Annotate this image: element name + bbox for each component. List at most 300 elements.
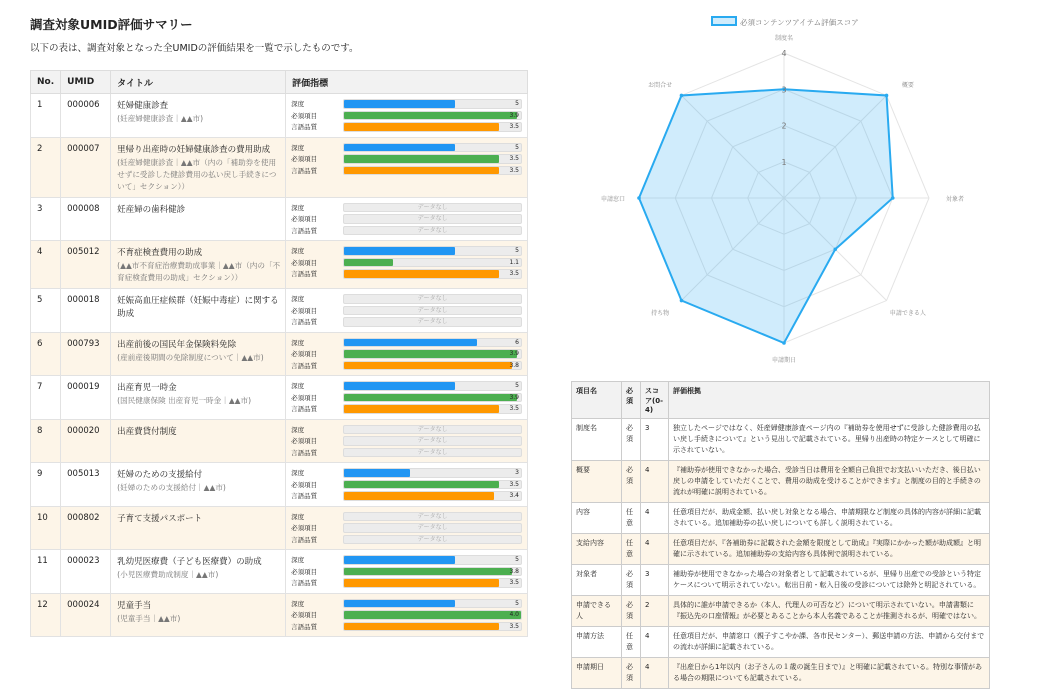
row-title-cell <box>111 376 286 420</box>
metric-bar <box>343 154 522 164</box>
metric-bar <box>343 436 522 446</box>
metric-required <box>291 257 522 269</box>
row-no: 10 <box>31 506 61 550</box>
row-title: 妊産婦の歯科健診 <box>117 204 186 215</box>
row-title: 出産費貸付制度 <box>117 426 177 437</box>
row-title: 子育て支援パスポート <box>117 513 203 524</box>
metric-label: 言語品質 <box>291 405 318 414</box>
metric-label: 深度 <box>291 295 305 304</box>
data-point <box>885 94 889 98</box>
col-no: No. <box>31 71 61 94</box>
metric-bar <box>343 166 522 176</box>
crit-col-name: 項目名 <box>572 382 622 419</box>
metric-label: 深度 <box>291 469 305 478</box>
metric-bar-fill <box>344 492 494 500</box>
metric-depth <box>291 554 522 566</box>
row-subtitle: (妊産婦健康診査｜▲▲市) <box>117 114 204 123</box>
row-umid: 000793 <box>61 332 111 376</box>
metric-label: 深度 <box>291 203 305 212</box>
metric-depth <box>291 337 522 349</box>
axis-label: お問合せ <box>648 82 673 90</box>
crit-required: 必須 <box>622 565 641 596</box>
metric-bar-fill <box>344 382 455 390</box>
row-title-cell <box>111 593 286 637</box>
metric-label: 深度 <box>291 556 305 565</box>
table-row <box>31 506 528 550</box>
row-title-cell <box>111 289 286 333</box>
col-umid: UMID <box>61 71 111 94</box>
row-umid: 000018 <box>61 289 111 333</box>
crit-reason: 『出産日から1年以内（お子さんの１歳の誕生日まで）』と明確に記載されている。特別な事情がある場合の期限についても記載されている。 <box>669 658 990 689</box>
metric-value: 3.9 <box>509 111 519 119</box>
metric-label: 言語品質 <box>291 123 318 132</box>
metric-required <box>291 305 522 317</box>
metric-bar-fill <box>344 155 499 163</box>
row-subtitle: (児童手当｜▲▲市) <box>117 613 181 623</box>
metric-bar <box>343 143 522 153</box>
tick-label: 2 <box>781 121 787 131</box>
metric-value: 3.5 <box>509 622 519 630</box>
axis-label: 対象者 <box>945 196 965 203</box>
metric-depth <box>291 424 522 436</box>
table-row <box>31 593 528 637</box>
metric-bar <box>343 349 522 359</box>
metric-language <box>291 577 522 589</box>
metric-label: 言語品質 <box>291 448 318 457</box>
criteria-row <box>572 503 990 534</box>
metric-value: 3.8 <box>509 567 519 575</box>
metric-value: 3.5 <box>509 155 519 162</box>
crit-name: 概要 <box>572 461 622 503</box>
metric-required <box>291 435 522 447</box>
tick-label: 1 <box>781 157 787 167</box>
metric-value: 3.5 <box>509 270 519 277</box>
table-row <box>31 197 528 241</box>
row-metrics <box>286 419 528 463</box>
axis-label: 申請期日 <box>771 357 797 364</box>
crit-required: 任意 <box>622 534 641 565</box>
row-title: 出産育児一時金 <box>117 383 177 393</box>
metric-bar-fill <box>344 144 455 152</box>
crit-name: 制度名 <box>572 419 622 461</box>
row-no: 6 <box>31 332 61 376</box>
criteria-row <box>572 627 990 658</box>
metric-required <box>291 213 522 225</box>
metric-label: 言語品質 <box>291 622 318 631</box>
row-metrics <box>286 506 528 550</box>
no-data-label: データなし <box>417 535 448 543</box>
metric-bar <box>343 99 522 109</box>
row-metrics <box>286 137 528 197</box>
no-data-label: データなし <box>417 226 448 234</box>
metric-label: 深度 <box>291 382 305 391</box>
metric-depth <box>291 142 522 154</box>
crit-score: 4 <box>641 658 669 689</box>
row-title-cell <box>111 419 286 463</box>
row-umid: 000019 <box>61 376 111 420</box>
tick-label: 4 <box>781 49 787 58</box>
metric-bar-fill <box>344 339 477 347</box>
row-title-cell <box>111 137 286 197</box>
criteria-row <box>572 534 990 565</box>
crit-required: 任意 <box>622 627 641 658</box>
metric-bar <box>343 361 522 371</box>
radar-chart <box>585 8 985 368</box>
table-row <box>31 419 528 463</box>
crit-name: 内容 <box>572 503 622 534</box>
metric-label: 必須項目 <box>291 350 318 359</box>
metric-required <box>291 566 522 578</box>
metric-bar-fill <box>344 469 410 477</box>
no-data-label: データなし <box>417 318 448 325</box>
col-title: タイトル <box>111 71 286 94</box>
table-row <box>31 289 528 333</box>
row-metrics <box>286 94 528 138</box>
row-umid: 000023 <box>61 550 111 594</box>
metric-bar <box>343 468 522 478</box>
metric-bar <box>343 425 522 435</box>
table-row <box>31 332 528 376</box>
metric-value: 5 <box>515 100 519 107</box>
metric-label: 言語品質 <box>291 579 318 588</box>
metric-value: 5 <box>515 599 519 607</box>
row-title-cell <box>111 197 286 241</box>
metric-label: 言語品質 <box>291 226 318 235</box>
metric-language <box>291 534 522 546</box>
metric-label: 深度 <box>291 512 305 521</box>
metric-bar <box>343 448 522 458</box>
metric-bar-fill <box>344 481 499 489</box>
row-umid: 000020 <box>61 419 111 463</box>
metric-language <box>291 316 522 328</box>
table-row <box>31 463 528 507</box>
metric-depth <box>291 98 522 110</box>
metric-label: 言語品質 <box>291 361 318 370</box>
metric-bar-fill <box>344 112 516 120</box>
metric-bar <box>343 610 522 620</box>
metric-bar <box>343 214 522 224</box>
metric-required <box>291 110 522 122</box>
table-row <box>31 376 528 420</box>
data-point <box>891 196 895 200</box>
crit-score: 4 <box>641 534 669 565</box>
row-title: 妊娠高血圧症候群（妊娠中毒症）に関する助成 <box>117 296 279 319</box>
metric-language <box>291 121 522 133</box>
axis-label: 申請窓口 <box>600 196 626 203</box>
metric-label: 必須項目 <box>291 306 318 315</box>
metric-value: 3.5 <box>509 480 519 488</box>
row-no: 4 <box>31 241 61 289</box>
crit-name: 申請期日 <box>572 658 622 689</box>
metric-value: 3.9 <box>509 393 519 401</box>
no-data-label: データなし <box>417 512 448 520</box>
metric-bar-fill <box>344 611 521 619</box>
crit-reason: 具体的に誰が申請できるか（本人、代理人の可否など）について明示されていない。申請書類に『振込先の口座情報』が必要とあることから本人名義であることが推測されるが、明確ではない。 <box>669 596 990 627</box>
metric-required <box>291 609 522 621</box>
crit-name: 対象者 <box>572 565 622 596</box>
crit-score: 4 <box>641 627 669 658</box>
metric-depth <box>291 202 522 214</box>
metric-value: 5 <box>515 382 519 389</box>
series-area <box>639 89 893 343</box>
no-data-label: データなし <box>417 215 448 222</box>
criteria-row <box>572 461 990 503</box>
metric-bar <box>343 567 522 577</box>
metric-bar <box>343 338 522 348</box>
metric-value: 5 <box>515 556 519 563</box>
row-umid: 000007 <box>61 137 111 197</box>
metric-bar-fill <box>344 350 516 358</box>
metric-language <box>291 403 522 415</box>
row-title-cell <box>111 463 286 507</box>
data-point <box>680 299 684 303</box>
row-umid: 005012 <box>61 241 111 289</box>
axis-label: 概要 <box>901 82 914 90</box>
metric-required <box>291 392 522 404</box>
metric-depth <box>291 245 522 257</box>
crit-required: 必須 <box>622 596 641 627</box>
metric-bar-fill <box>344 623 499 631</box>
data-point <box>680 94 684 98</box>
criteria-row <box>572 565 990 596</box>
row-title-cell <box>111 550 286 594</box>
crit-reason: 任意項目だが、申請窓口（親子すこやか課、各市民センター）、郵送申請の方法、申請から交付までの流れが詳細に記載されている。 <box>669 627 990 658</box>
metric-label: 必須項目 <box>291 258 318 267</box>
metric-depth <box>291 380 522 392</box>
crit-score: 3 <box>641 565 669 596</box>
metric-language <box>291 621 522 633</box>
row-subtitle: (産前産後期間の免除制度について｜▲▲市) <box>117 352 264 362</box>
row-no: 8 <box>31 419 61 463</box>
metric-value: 5 <box>515 247 519 254</box>
metric-required <box>291 522 522 534</box>
table-row <box>31 550 528 594</box>
metric-value: 1.1 <box>509 258 519 266</box>
metric-bar <box>343 535 522 545</box>
metric-value: 3.5 <box>509 405 519 412</box>
row-metrics <box>286 197 528 241</box>
crit-reason: 任意項目だが、助成金額、払い戻し対象となる場合、申請期限など制度の具体的内容が詳細に記載されている。追加補助券の払い戻しについても詳しく説明されている。 <box>669 503 990 534</box>
metric-label: 深度 <box>291 143 305 152</box>
metric-bar-fill <box>344 600 455 608</box>
crit-required: 必須 <box>622 419 641 461</box>
data-point <box>833 247 837 251</box>
row-umid: 000006 <box>61 94 111 138</box>
metric-bar <box>343 578 522 588</box>
metric-depth <box>291 598 522 610</box>
metric-bar <box>343 246 522 256</box>
metric-value: 3.8 <box>509 361 519 369</box>
crit-col-required: 必須 <box>622 382 641 419</box>
crit-reason: 任意項目だが、『各補助券に記載された金額を限度として助成』『実際にかかった額が助成額』と明確に示されている。追加補助券の支給内容も具体例で説明されている。 <box>669 534 990 565</box>
metric-label: 必須項目 <box>291 155 318 164</box>
metric-bar-fill <box>344 259 393 267</box>
metric-bar <box>343 622 522 632</box>
row-no: 9 <box>31 463 61 507</box>
data-point <box>637 196 641 200</box>
metric-label: 言語品質 <box>291 535 318 544</box>
row-no: 1 <box>31 94 61 138</box>
row-umid: 000024 <box>61 593 111 637</box>
criteria-row <box>572 419 990 461</box>
row-no: 2 <box>31 137 61 197</box>
metric-depth <box>291 467 522 479</box>
crit-name: 申請方法 <box>572 627 622 658</box>
no-data-label: データなし <box>417 203 448 211</box>
metric-value: 3.5 <box>509 579 519 586</box>
row-title: 児童手当 <box>117 600 152 611</box>
table-row <box>31 241 528 289</box>
metric-bar <box>343 381 522 391</box>
metric-bar-fill <box>344 167 499 175</box>
intro-text: 以下の表は、調査対象となった全UMIDの評価結果を一覧で示したものです。 <box>30 43 359 54</box>
metric-language <box>291 360 522 372</box>
metric-depth <box>291 293 522 305</box>
umid-summary-table <box>30 70 528 637</box>
metric-bar-fill <box>344 100 455 108</box>
metric-bar-fill <box>344 579 499 587</box>
page-title: 調査対象UMID評価サマリー <box>30 17 193 32</box>
metric-bar <box>343 269 522 279</box>
row-title-cell <box>111 94 286 138</box>
metric-label: 必須項目 <box>291 437 318 446</box>
metric-bar-fill <box>344 362 512 370</box>
metric-label: 必須項目 <box>291 215 318 224</box>
metric-label: 必須項目 <box>291 111 318 120</box>
row-title-cell <box>111 506 286 550</box>
metric-label: 必須項目 <box>291 480 318 489</box>
axis-label: 申請できる人 <box>889 309 926 317</box>
metric-label: 深度 <box>291 425 305 434</box>
metric-bar <box>343 512 522 522</box>
metric-bar <box>343 480 522 490</box>
row-metrics <box>286 376 528 420</box>
metric-value: 3.4 <box>509 492 519 499</box>
metric-label: 必須項目 <box>291 611 318 620</box>
no-data-label: データなし <box>417 425 448 433</box>
metric-label: 必須項目 <box>291 524 318 533</box>
metric-bar-fill <box>344 123 499 131</box>
row-title: 妊婦健康診査 <box>117 101 169 111</box>
metric-bar <box>343 599 522 609</box>
crit-reason: 『補助券が使用できなかった場合、受診当日は費用を全額自己負担でお支払いいただき、後日払い戻しの申請をしていただくことで、費用の助成を受けることができます』と制度の目的と手続きの流れが明確に説明されている。 <box>669 461 990 503</box>
legend-swatch <box>712 17 736 25</box>
row-title: 出産前後の国民年金保険料免除 <box>117 339 237 350</box>
row-umid: 005013 <box>61 463 111 507</box>
crit-required: 必須 <box>622 461 641 503</box>
metric-label: 必須項目 <box>291 567 318 576</box>
metric-label: 言語品質 <box>291 166 318 175</box>
no-data-label: データなし <box>417 524 448 531</box>
row-subtitle: (国民健康保険 出産育児一時金｜▲▲市) <box>117 396 252 405</box>
metric-bar <box>343 306 522 316</box>
row-subtitle: (妊産婦健康診査｜▲▲市（内の「補助券を使用せずに受診した健診費用の払い戻し手続きについて」セクション）） <box>117 157 277 191</box>
row-no: 3 <box>31 197 61 241</box>
crit-score: 4 <box>641 503 669 534</box>
metric-value: 3.5 <box>509 123 519 130</box>
metric-bar <box>343 491 522 501</box>
metric-label: 深度 <box>291 247 305 256</box>
row-title-cell <box>111 332 286 376</box>
metric-bar <box>343 317 522 327</box>
metric-language <box>291 447 522 459</box>
row-subtitle: (小児医療費助成制度｜▲▲市) <box>117 570 219 579</box>
crit-name: 申請できる人 <box>572 596 622 627</box>
crit-required: 任意 <box>622 503 641 534</box>
metric-value: 5 <box>515 143 519 151</box>
row-metrics <box>286 593 528 637</box>
metric-value: 4.0 <box>509 611 519 618</box>
row-title: 里帰り出産時の妊婦健康診査の費用助成 <box>117 144 271 155</box>
table-row <box>31 94 528 138</box>
metric-bar <box>343 294 522 304</box>
tick-label: 3 <box>781 85 787 95</box>
metric-bar <box>343 226 522 236</box>
metric-value: 3 <box>515 469 519 476</box>
metric-bar <box>343 393 522 403</box>
row-no: 7 <box>31 376 61 420</box>
row-umid: 000802 <box>61 506 111 550</box>
metric-label: 言語品質 <box>291 270 318 279</box>
metric-depth <box>291 511 522 523</box>
metric-bar <box>343 111 522 121</box>
no-data-label: データなし <box>417 448 448 456</box>
criteria-row <box>572 658 990 689</box>
row-subtitle: (妊婦のための支援給付｜▲▲市) <box>117 483 226 492</box>
row-metrics <box>286 550 528 594</box>
row-subtitle: (▲▲市不育症治療費助成事業｜▲▲市（内の「不育症検査費用の助成」セクション）） <box>117 261 281 282</box>
metric-bar-fill <box>344 394 516 402</box>
metric-bar-fill <box>344 568 512 576</box>
metric-required <box>291 348 522 360</box>
metric-bar <box>343 404 522 414</box>
crit-score: 4 <box>641 461 669 503</box>
legend-label: 必須コンテンツアイテム評価スコア <box>740 18 859 27</box>
metric-required <box>291 153 522 165</box>
metric-label: 必須項目 <box>291 393 318 402</box>
metric-value: 6 <box>515 338 519 346</box>
crit-reason: 独立したページではなく、妊産婦健康診査ページ内の『補助券を使用せずに受診した健診費用の払い戻し手続きについて』という見出しで記載されている。里帰り出産時の特定ケースとして明確に示されていない。 <box>669 419 990 461</box>
row-no: 5 <box>31 289 61 333</box>
row-title: 妊婦のための支援給付 <box>117 470 203 480</box>
crit-score: 2 <box>641 596 669 627</box>
metric-label: 言語品質 <box>291 318 318 327</box>
criteria-table <box>571 381 990 689</box>
metric-label: 深度 <box>291 338 305 347</box>
metric-bar <box>343 523 522 533</box>
row-umid: 000008 <box>61 197 111 241</box>
no-data-label: データなし <box>417 306 448 314</box>
no-data-label: データなし <box>417 437 448 444</box>
metric-label: 深度 <box>291 599 305 608</box>
no-data-label: データなし <box>417 295 448 302</box>
crit-required: 必須 <box>622 658 641 689</box>
metric-bar-fill <box>344 270 499 278</box>
metric-value: 3.5 <box>509 166 519 174</box>
row-title: 不育症検査費用の助成 <box>117 248 203 258</box>
row-metrics <box>286 289 528 333</box>
metric-bar-fill <box>344 556 455 564</box>
metric-label: 深度 <box>291 100 305 109</box>
metric-label: 言語品質 <box>291 492 318 501</box>
crit-reason: 補助券が使用できなかった場合の対象者として記載されているが、里帰り出産での受診という特定ケースについて明示されていない。転出日前・転入日後の受診については除外と明記されている。 <box>669 565 990 596</box>
metric-bar <box>343 555 522 565</box>
metric-language <box>291 490 522 502</box>
metric-bar <box>343 258 522 268</box>
metric-bar <box>343 203 522 213</box>
metric-bar-fill <box>344 247 455 255</box>
metric-bar <box>343 122 522 132</box>
